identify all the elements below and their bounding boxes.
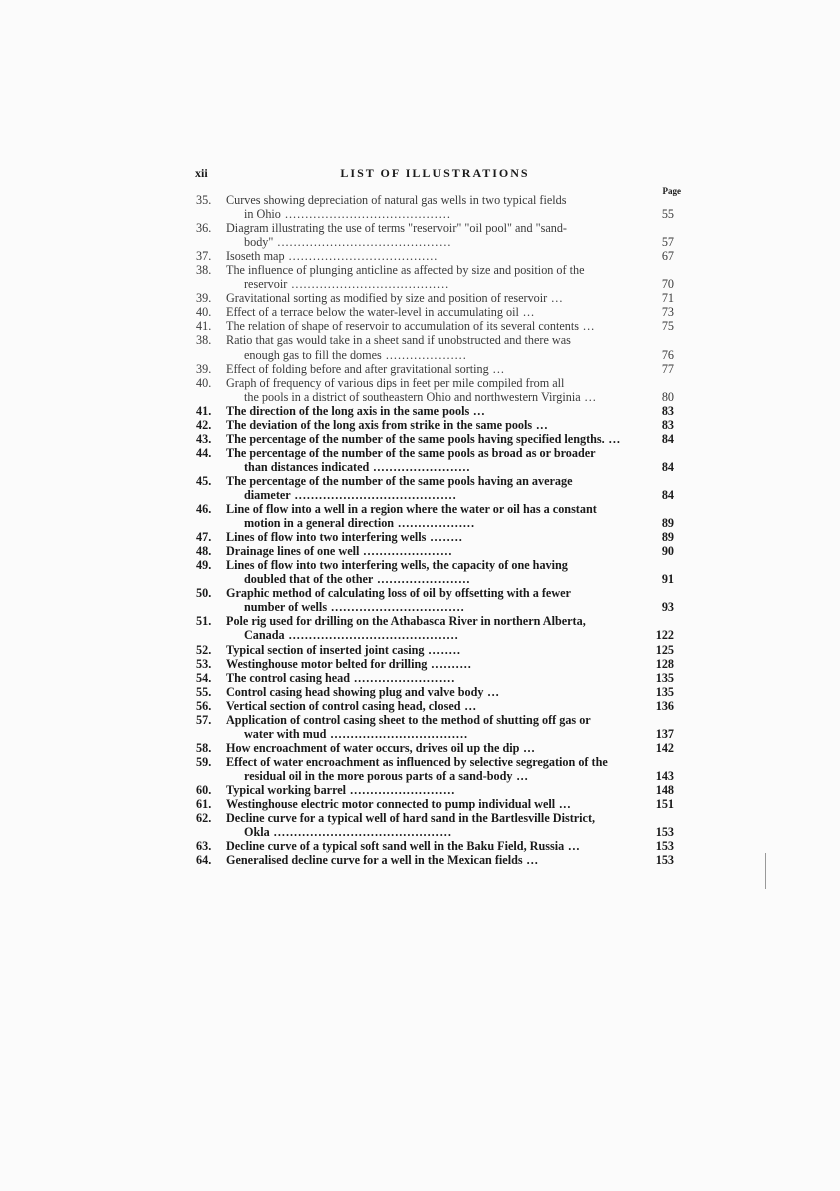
figure-caption — [226, 614, 638, 642]
leader-dots: ........................................... — [273, 235, 452, 250]
caption-continuation: diameter ........................................ — [244, 487, 457, 502]
figure-caption — [226, 544, 638, 558]
leader-dots: .......... — [427, 656, 472, 671]
page-number: 76 — [661, 347, 674, 362]
caption-line: Effect of water encroachment as influenced by selective segregation of the — [226, 754, 608, 769]
figure-number: 41. — [196, 403, 212, 418]
caption-line: The control casing head ......................... — [226, 670, 456, 685]
folio: xii — [195, 166, 208, 180]
page-number: 71 — [661, 291, 674, 306]
page-number: 151 — [655, 797, 674, 812]
caption-line: Westinghouse motor belted for drilling .......... — [226, 656, 472, 671]
list-item — [196, 699, 674, 713]
figure-number: 43. — [196, 431, 212, 446]
page-number: 80 — [661, 389, 674, 404]
figure-caption — [226, 291, 638, 305]
figure-caption — [226, 263, 638, 291]
caption-continuation: in Ohio ......................................... — [244, 207, 451, 222]
page-number: 83 — [661, 417, 674, 432]
list-item — [196, 586, 674, 614]
figure-number: 38. — [196, 263, 212, 278]
caption-line: The percentage of the number of the same pools having specified lengths. ... — [226, 431, 621, 446]
caption-line: Decline curve for a typical well of hard sand in the Bartlesville District, — [226, 811, 596, 826]
figure-caption — [226, 783, 638, 797]
caption-line: Decline curve of a typical soft sand well in the Baku Field, Russia ... — [226, 839, 581, 854]
page-number: 89 — [661, 530, 674, 545]
page-number: 153 — [655, 825, 674, 840]
figure-caption — [226, 839, 638, 853]
figure-caption — [226, 193, 638, 221]
page-number: 148 — [655, 782, 674, 797]
leader-dots: ................................. — [327, 600, 465, 615]
figure-number: 38. — [196, 333, 212, 348]
leader-dots: ......................................... — [280, 207, 451, 222]
figure-number: 47. — [196, 530, 212, 545]
caption-line: Effect of folding before and after gravitational sorting ... — [226, 361, 505, 376]
page-number: 142 — [655, 740, 674, 755]
illustrations-list — [196, 193, 674, 867]
page-number: 143 — [655, 768, 674, 783]
figure-number: 64. — [196, 853, 212, 868]
figure-number: 63. — [196, 839, 212, 854]
page-number: 125 — [655, 642, 674, 657]
leader-dots: .................................. — [326, 726, 469, 741]
figure-number: 48. — [196, 544, 212, 559]
page-number: 135 — [655, 670, 674, 685]
figure-caption — [226, 319, 638, 333]
caption-continuation: motion in a general direction ................... — [244, 516, 476, 531]
leader-dots: ........ — [426, 530, 463, 545]
figure-number: 50. — [196, 586, 212, 601]
figure-caption — [226, 685, 638, 699]
leader-dots: ....................................... — [287, 277, 450, 292]
page-number: 122 — [655, 628, 674, 643]
list-item — [196, 221, 674, 249]
page-header — [195, 166, 681, 196]
page-number: 136 — [655, 698, 674, 713]
caption-continuation: the pools in a district of southeastern Ohio and northwestern Virginia ... — [244, 389, 597, 404]
list-item — [196, 530, 674, 544]
leader-dots: ................... — [394, 516, 476, 531]
page-number: 75 — [661, 319, 674, 334]
figure-number: 49. — [196, 558, 212, 573]
page-number: 93 — [661, 600, 674, 615]
figure-caption — [226, 643, 638, 657]
page-number: 84 — [661, 487, 674, 502]
list-item — [196, 657, 674, 671]
leader-dots: ... — [518, 305, 536, 320]
list-item — [196, 193, 674, 221]
list-item — [196, 362, 674, 376]
caption-continuation: number of wells ................................. — [244, 600, 465, 615]
list-item — [196, 671, 674, 685]
list-item — [196, 263, 674, 291]
figure-number: 59. — [196, 754, 212, 769]
caption-line: Vertical section of control casing head, closed ... — [226, 698, 477, 713]
caption-line: How encroachment of water occurs, drives oil up the dip ... — [226, 740, 536, 755]
caption-line: Lines of flow into two interfering wells ........ — [226, 530, 463, 545]
leader-dots: ... — [604, 431, 621, 446]
caption-line: The deviation of the long axis from strike in the same pools ... — [226, 417, 549, 432]
figure-caption — [226, 755, 638, 783]
figure-caption — [226, 418, 638, 432]
figure-number: 51. — [196, 614, 212, 629]
leader-dots: ... — [578, 319, 596, 334]
figure-number: 60. — [196, 782, 212, 797]
figure-caption — [226, 741, 638, 755]
page-number: 90 — [661, 544, 674, 559]
page-number: 83 — [661, 403, 674, 418]
figure-number: 40. — [196, 375, 212, 390]
list-item — [196, 446, 674, 474]
page-number: 84 — [661, 459, 674, 474]
leader-dots: ... — [532, 417, 549, 432]
caption-line: Typical section of inserted joint casing ........ — [226, 642, 461, 657]
list-item — [196, 643, 674, 657]
caption-line: Generalised decline curve for a well in the Mexican fields ... — [226, 853, 539, 868]
list-item — [196, 797, 674, 811]
list-item — [196, 755, 674, 783]
page-number: 77 — [661, 361, 674, 376]
leader-dots: ... — [512, 768, 529, 783]
list-item — [196, 558, 674, 586]
figure-number: 56. — [196, 698, 212, 713]
leader-dots: .......................................... — [284, 628, 459, 643]
caption-line: Line of flow into a well in a region where the water or oil has a constant — [226, 502, 597, 517]
list-item — [196, 404, 674, 418]
page-number: 153 — [655, 839, 674, 854]
caption-line: Pole rig used for drilling on the Athabasca River in northern Alberta, — [226, 614, 586, 629]
list-item — [196, 432, 674, 446]
page-number: 91 — [661, 572, 674, 587]
figure-number: 37. — [196, 249, 212, 264]
leader-dots: ... — [519, 740, 536, 755]
figure-number: 41. — [196, 319, 212, 334]
list-item — [196, 544, 674, 558]
leader-dots: ... — [522, 853, 539, 868]
caption-continuation: Canada .......................................... — [244, 628, 459, 643]
leader-dots: ... — [564, 839, 581, 854]
caption-continuation: Okla ............................................ — [244, 825, 452, 840]
leader-dots: ... — [555, 797, 572, 812]
caption-line: Gravitational sorting as modified by size and position of reservoir ... — [226, 291, 564, 306]
figure-number: 54. — [196, 670, 212, 685]
page-number: 73 — [661, 305, 674, 320]
figure-caption — [226, 474, 638, 502]
list-item — [196, 741, 674, 755]
figure-number: 39. — [196, 361, 212, 376]
figure-number: 45. — [196, 473, 212, 488]
caption-line: Ratio that gas would take in a sheet sand if unobstructed and there was — [226, 333, 571, 348]
caption-line: Typical working barrel .......................... — [226, 782, 456, 797]
caption-line: The percentage of the number of the same pools having an average — [226, 473, 573, 488]
caption-line: Graph of frequency of various dips in feet per mile compiled from all — [226, 375, 565, 390]
caption-continuation: than distances indicated ........................ — [244, 459, 471, 474]
caption-line: Effect of a terrace below the water-level in accumulating oil ... — [226, 305, 536, 320]
list-item — [196, 685, 674, 699]
caption-line: The percentage of the number of the same pools as broad as or broader — [226, 445, 596, 460]
list-item — [196, 474, 674, 502]
page-number: 70 — [661, 277, 674, 292]
figure-caption — [226, 376, 638, 404]
page-number: 135 — [655, 684, 674, 699]
list-item — [196, 376, 674, 404]
figure-caption — [226, 333, 638, 361]
leader-dots: ... — [580, 389, 597, 404]
figure-number: 52. — [196, 642, 212, 657]
caption-line: Isoseth map ..................................... — [226, 249, 439, 264]
caption-line: Control casing head showing plug and valve body ... — [226, 684, 500, 699]
page-number: 137 — [655, 726, 674, 741]
figure-caption — [226, 362, 638, 376]
figure-number: 42. — [196, 417, 212, 432]
leader-dots: ..................................... — [284, 249, 439, 264]
leader-dots: ........................ — [369, 459, 471, 474]
leader-dots: ........................................ — [290, 487, 457, 502]
figure-caption — [226, 657, 638, 671]
list-item — [196, 839, 674, 853]
leader-dots: .................... — [381, 347, 467, 362]
leader-dots: ....................... — [373, 572, 471, 587]
figure-number: 53. — [196, 656, 212, 671]
figure-caption — [226, 797, 638, 811]
figure-number: 58. — [196, 740, 212, 755]
figure-caption — [226, 853, 638, 867]
caption-line: Application of control casing sheet to the method of shutting off gas or — [226, 712, 591, 727]
leader-dots: ... — [547, 291, 564, 306]
caption-continuation: doubled that of the other ....................... — [244, 572, 471, 587]
caption-continuation: body" ........................................... — [244, 235, 452, 250]
figure-number: 55. — [196, 684, 212, 699]
figure-caption — [226, 221, 638, 249]
figure-caption — [226, 446, 638, 474]
figure-number: 62. — [196, 811, 212, 826]
list-item — [196, 713, 674, 741]
caption-line: Graphic method of calculating loss of oil by offsetting with a fewer — [226, 586, 571, 601]
list-item — [196, 783, 674, 797]
page-column-label: Page — [662, 186, 681, 196]
margin-mark — [765, 853, 766, 889]
figure-caption — [226, 404, 638, 418]
caption-continuation: water with mud .................................. — [244, 726, 469, 741]
figure-caption — [226, 713, 638, 741]
page-number: 67 — [661, 249, 674, 264]
figure-caption — [226, 249, 638, 263]
list-item — [196, 811, 674, 839]
caption-continuation: residual oil in the more porous parts of a sand-body ... — [244, 768, 529, 783]
running-title: LIST OF ILLUSTRATIONS — [340, 166, 530, 180]
caption-line: Diagram illustrating the use of terms "reservoir" "oil pool" and "sand- — [226, 221, 567, 236]
caption-line: Westinghouse electric motor connected to pump individual well ... — [226, 797, 572, 812]
caption-line: Lines of flow into two interfering wells, the capacity of one having — [226, 558, 568, 573]
figure-number: 46. — [196, 502, 212, 517]
figure-caption — [226, 432, 638, 446]
figure-number: 35. — [196, 193, 212, 207]
caption-continuation: enough gas to fill the domes .................... — [244, 347, 467, 362]
caption-line: Curves showing depreciation of natural gas wells in two typical fields — [226, 193, 567, 207]
leader-dots: ... — [488, 361, 505, 376]
caption-line: The relation of shape of reservoir to accumulation of its several contents ... — [226, 319, 596, 334]
page-number: 84 — [661, 431, 674, 446]
figure-number: 44. — [196, 445, 212, 460]
page-number: 57 — [661, 235, 674, 250]
leader-dots: ... — [483, 684, 500, 699]
list-item — [196, 333, 674, 361]
leader-dots: ... — [460, 698, 477, 713]
figure-number: 39. — [196, 291, 212, 306]
page-number: 89 — [661, 516, 674, 531]
list-item — [196, 249, 674, 263]
caption-line: The direction of the long axis in the same pools ... — [226, 403, 486, 418]
list-item — [196, 291, 674, 305]
page-number: 153 — [655, 853, 674, 868]
leader-dots: ......................... — [350, 670, 456, 685]
figure-caption — [226, 671, 638, 685]
figure-caption — [226, 558, 638, 586]
figure-caption — [226, 502, 638, 530]
leader-dots: ........ — [424, 642, 461, 657]
caption-continuation: reservoir ....................................... — [244, 277, 450, 292]
list-item — [196, 614, 674, 642]
figure-caption — [226, 586, 638, 614]
figure-caption — [226, 699, 638, 713]
figure-number: 40. — [196, 305, 212, 320]
caption-line: Drainage lines of one well ...................... — [226, 544, 453, 559]
list-item — [196, 319, 674, 333]
figure-caption — [226, 530, 638, 544]
list-item — [196, 305, 674, 319]
caption-line: The influence of plunging anticline as affected by size and position of the — [226, 263, 585, 278]
list-item — [196, 418, 674, 432]
leader-dots: .......................... — [346, 782, 456, 797]
list-item — [196, 502, 674, 530]
figure-number: 57. — [196, 712, 212, 727]
figure-caption — [226, 811, 638, 839]
leader-dots: ... — [469, 403, 486, 418]
figure-number: 61. — [196, 797, 212, 812]
list-item — [196, 853, 674, 867]
page-number: 128 — [655, 656, 674, 671]
page-number: 55 — [661, 207, 674, 222]
figure-caption — [226, 305, 638, 319]
leader-dots: ...................... — [359, 544, 453, 559]
leader-dots: ............................................ — [269, 825, 452, 840]
figure-number: 36. — [196, 221, 212, 236]
